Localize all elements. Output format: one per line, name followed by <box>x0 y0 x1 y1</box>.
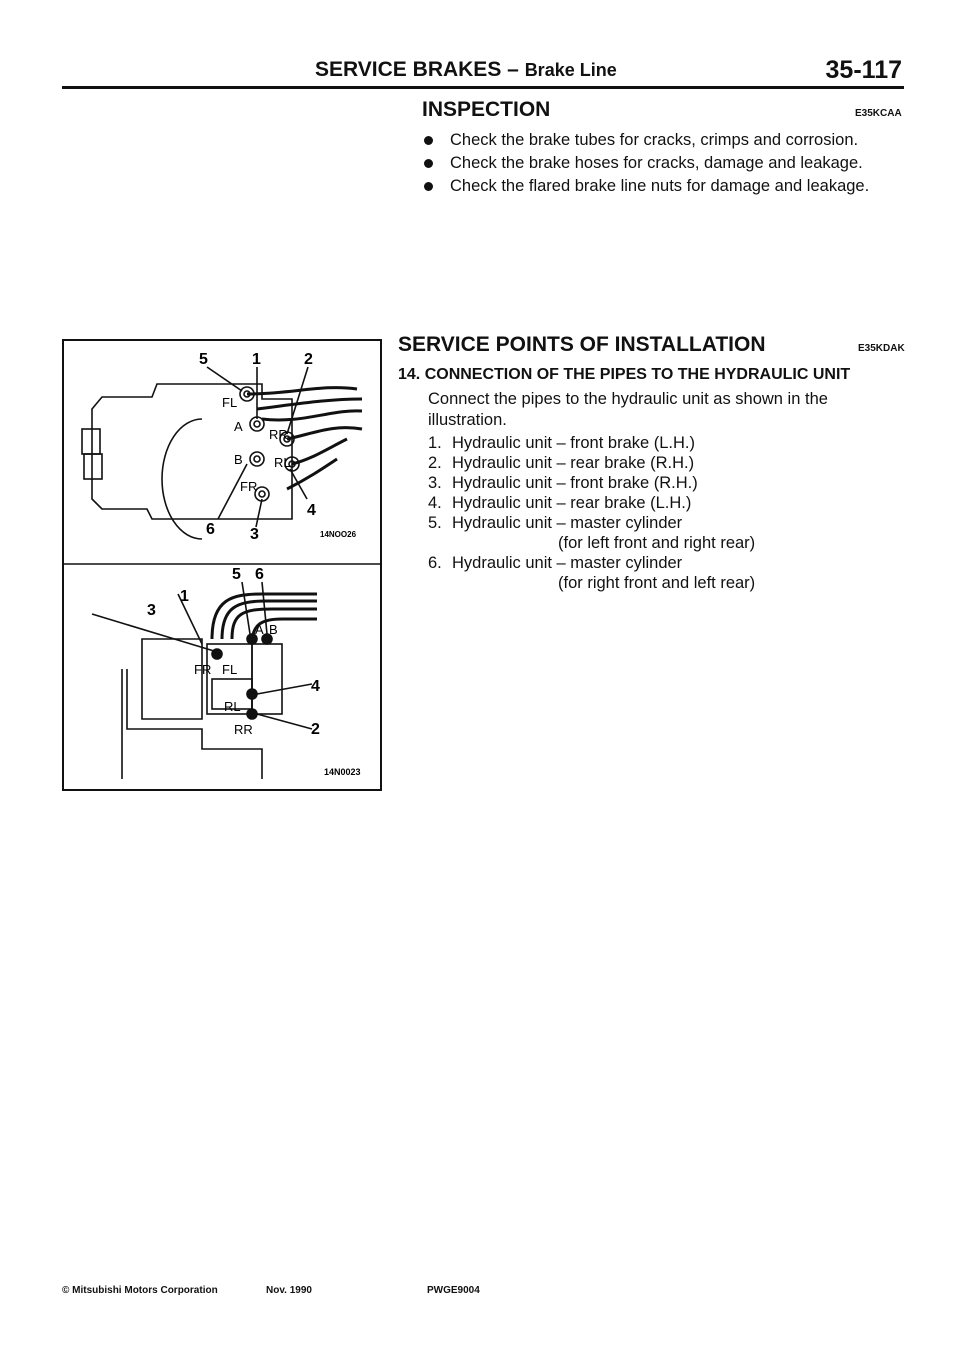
inspection-title: INSPECTION <box>422 98 551 121</box>
service-points-code: E35KDAK <box>858 343 905 354</box>
connection-list <box>428 433 908 593</box>
list-item <box>428 433 908 453</box>
item-text: Hydraulic unit – rear brake (L.H.) <box>452 494 692 512</box>
top-callout: 4 <box>307 502 316 519</box>
top-port-label: RL <box>274 455 291 470</box>
item-number: 3. <box>428 474 442 492</box>
list-item <box>428 513 908 533</box>
page-number: 35-117 <box>825 56 902 84</box>
top-port-label: FR <box>240 479 258 494</box>
top-port-label: RR <box>269 427 288 442</box>
item-number: 4. <box>428 494 442 512</box>
top-figure-id: 14NOO26 <box>320 530 357 539</box>
header-title: SERVICE BRAKES <box>315 58 502 81</box>
item-number: 6. <box>428 554 442 572</box>
top-callout: 6 <box>206 521 215 538</box>
top-port-label: A <box>234 419 243 434</box>
bottom-callout: 6 <box>255 566 264 583</box>
list-item <box>428 453 908 473</box>
bottom-callout: 2 <box>311 721 320 738</box>
bottom-port-label: RR <box>234 722 253 737</box>
top-callout: 1 <box>252 351 261 368</box>
section-header <box>315 58 617 82</box>
bottom-port-label: A <box>255 622 264 637</box>
item-text: Hydraulic unit – front brake (L.H.) <box>452 434 696 452</box>
top-callout: 2 <box>304 351 313 368</box>
step-intro: Connect the pipes to the hydraulic unit as shown in the illustration. <box>428 390 828 429</box>
bottom-callout: 3 <box>147 602 156 619</box>
inspection-item: Check the brake tubes for cracks, crimps and corrosion. <box>422 129 912 152</box>
service-points-title: SERVICE POINTS OF INSTALLATION <box>398 333 766 356</box>
header-rule <box>62 86 904 89</box>
header-subtitle: Brake Line <box>524 60 617 80</box>
item-text: Hydraulic unit – rear brake (R.H.) <box>452 454 695 472</box>
bottom-figure-id: 14N0023 <box>324 767 361 777</box>
list-item <box>428 553 908 573</box>
item-note: (for left front and right rear) <box>558 534 756 552</box>
inspection-list <box>422 129 912 198</box>
footer-date: Nov. 1990 <box>266 1285 312 1296</box>
item-text: Hydraulic unit – master cylinder <box>452 554 683 572</box>
footer-code: PWGE9004 <box>427 1285 480 1296</box>
bottom-callout: 4 <box>311 678 320 695</box>
item-number: 5. <box>428 514 442 532</box>
top-port-label: B <box>234 452 243 467</box>
list-item <box>428 493 908 513</box>
inspection-item: Check the flared brake line nuts for damage and leakage. <box>422 175 912 198</box>
top-port-label: FL <box>222 395 238 410</box>
bottom-callout: 1 <box>180 588 189 605</box>
bottom-callout: 5 <box>232 566 241 583</box>
bottom-port-label: B <box>269 622 278 637</box>
header-separator: – <box>501 58 525 81</box>
item-number: 2. <box>428 454 442 472</box>
item-note: (for right front and left rear) <box>558 574 756 592</box>
top-callout: 3 <box>250 526 259 543</box>
top-callout: 5 <box>199 351 208 368</box>
inspection-code: E35KCAA <box>855 108 902 119</box>
bottom-port-label: FL <box>222 662 238 677</box>
hydraulic-unit-illustration <box>62 339 382 791</box>
footer-copyright: © Mitsubishi Motors Corporation <box>62 1285 218 1296</box>
inspection-item: Check the brake hoses for cracks, damage and leakage. <box>422 152 912 175</box>
list-item <box>428 473 908 493</box>
bottom-port-label: RL <box>224 699 241 714</box>
item-number: 1. <box>428 434 442 452</box>
bottom-port-label: FR <box>194 662 212 677</box>
step-title: 14. CONNECTION OF THE PIPES TO THE HYDRAULIC UNIT <box>398 366 851 383</box>
item-text: Hydraulic unit – front brake (R.H.) <box>452 474 698 492</box>
item-text: Hydraulic unit – master cylinder <box>452 514 683 532</box>
